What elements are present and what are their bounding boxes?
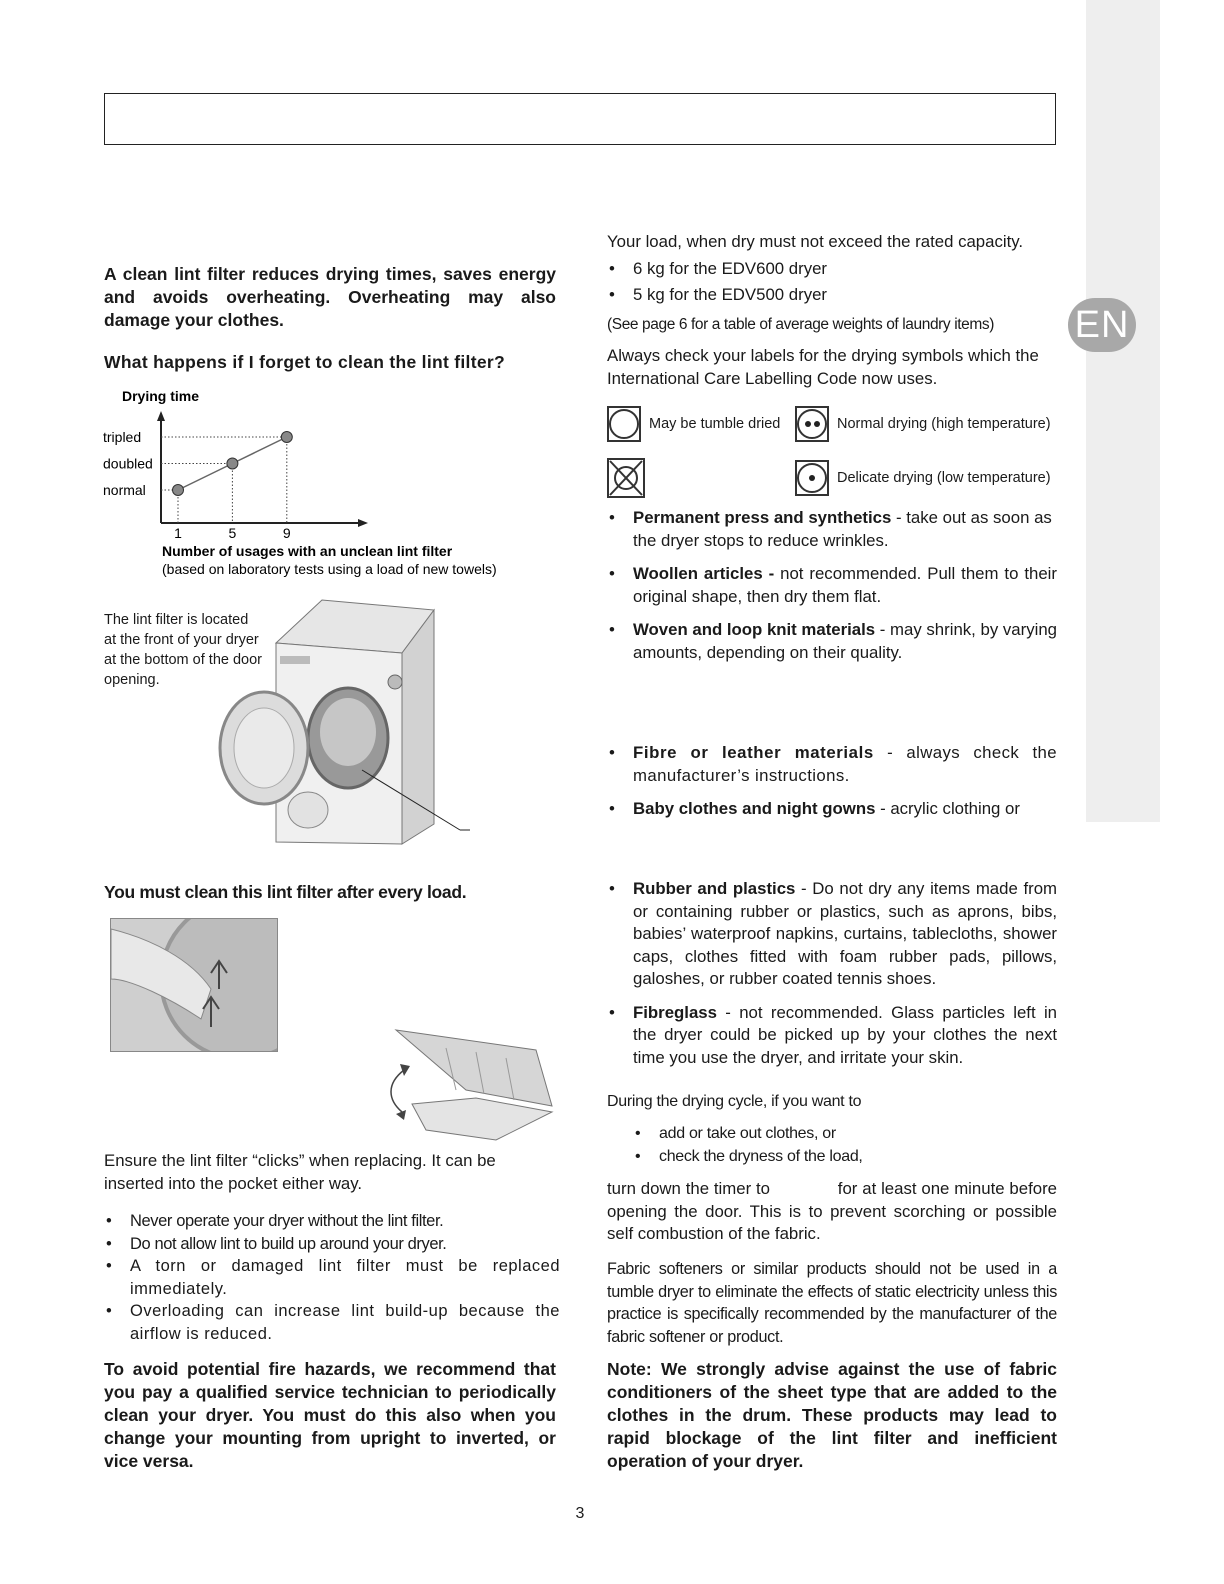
dryer-illustration xyxy=(212,598,482,858)
drum-inside xyxy=(320,698,376,766)
capacity-list xyxy=(607,258,1059,306)
y-axis-label: Drying time xyxy=(122,388,200,404)
vent-grille xyxy=(288,792,328,828)
tumble-dry-icon xyxy=(607,406,641,442)
door-glass xyxy=(234,708,294,788)
dryer-svg xyxy=(212,598,482,858)
list-item: • Baby clothes and night gowns - acrylic clothing or xyxy=(607,798,1057,821)
list-item: • Woven and loop knit materials - may shrink, by varying amounts, depending on their quality. xyxy=(607,619,1057,664)
data-point xyxy=(227,458,238,469)
ensure-click-text: Ensure the lint filter “clicks” when replacing. It can be inserted into the pocket either way. xyxy=(104,1151,496,1193)
side-strip xyxy=(1086,0,1160,822)
y-tick-label: doubled xyxy=(103,455,153,472)
see-page-note: (See page 6 for a table of average weights of laundry items) xyxy=(607,316,994,333)
timer-knob-icon xyxy=(388,675,402,689)
normal-heat-icon xyxy=(795,406,829,442)
filter-photo-svg xyxy=(111,919,277,1051)
filter-part-svg xyxy=(376,1020,560,1142)
symbol-label: Delicate drying (low temperature) xyxy=(837,470,1051,486)
turn-down-text: turn down the timer to for at least one minute before opening the door. This is to prevent scorching or possible self combustion of the fabric. xyxy=(607,1179,1062,1243)
list-item: • Rubber and plastics - Do not dry any items made from or containing rubber or plastics, such as aprons, bibs, babies’ waterproof napkins, curtains, tablecloths, shower caps, clothes fitted with foam rubber pads, pillows, galoshes, or rubber coated tennis shoes. xyxy=(607,878,1057,991)
x-axis-arrow xyxy=(358,519,368,527)
x-axis-label: Number of usages with an unclean lint filter xyxy=(162,543,453,559)
filter-upper xyxy=(396,1030,552,1106)
chart-svg xyxy=(100,385,580,585)
list-item: • Never operate your dryer without the lint filter. xyxy=(104,1210,560,1233)
cycle-list xyxy=(633,1122,1053,1168)
fabric-list-3 xyxy=(607,878,1057,1069)
list-item: • add or take out clothes, or xyxy=(633,1122,1053,1145)
labels-text: Always check your labels for the drying symbols which the International Care Labelling Code now uses. xyxy=(607,346,1039,388)
data-point xyxy=(281,432,292,443)
rotate-arrow-icon xyxy=(391,1070,404,1112)
symbol-delicate xyxy=(795,460,1051,496)
sheet-note: Note: We strongly advise against the use of fabric conditioners of the sheet type that are added to the clothes in the drum. These products may lead to rapid blockage of the lint filter and inefficient operation of your dryer. xyxy=(607,1359,1057,1471)
y-tick-label: tripled xyxy=(103,429,142,445)
fabric-list-1 xyxy=(607,507,1057,664)
filter-part-illustration xyxy=(376,1020,560,1142)
y-tick-label: normal xyxy=(103,482,146,498)
filter-removal-photo xyxy=(110,918,278,1052)
list-item: • Overloading can increase lint build-up because the airflow is reduced. xyxy=(104,1300,560,1345)
list-item: • 6 kg for the EDV600 dryer xyxy=(607,258,1059,284)
softeners-text: Fabric softeners or similar products should not be used in a tumble dryer to eliminate the effects of static electricity unless this practice is specifically recommended by the manufacturer of the fabric softener or product. xyxy=(607,1260,1057,1346)
symbol-normal xyxy=(795,406,1051,442)
symbol-label: May be tumble dried xyxy=(649,416,781,432)
list-item: • Woollen articles - not recommended. Pull them to their original shape, then dry them flat. xyxy=(607,563,1057,608)
clean-note: You must clean this lint filter after every load. xyxy=(104,882,467,902)
do-not-tumble-icon xyxy=(607,458,645,498)
dryer-badge xyxy=(280,656,310,664)
x-tick-label: 1 xyxy=(174,525,182,541)
fabric-list-2 xyxy=(607,742,1057,821)
language-tab: EN xyxy=(1068,298,1136,352)
x-axis-note: (based on laboratory tests using a load of new towels) xyxy=(162,561,497,577)
x-tick-label: 9 xyxy=(282,525,291,541)
section-title-box xyxy=(104,93,1056,145)
cycle-intro: During the drying cycle, if you want to xyxy=(607,1093,862,1110)
filter-bullet-list xyxy=(104,1210,560,1345)
list-item: • A torn or damaged lint filter must be replaced immediately. xyxy=(104,1255,560,1300)
low-heat-icon xyxy=(795,460,829,496)
fire-warning: To avoid potential fire hazards, we recommend that you pay a qualified service technician to periodically clean your dryer. You must do this also when you change your mounting from upright to inverted, or vice versa. xyxy=(104,1359,556,1471)
lead-paragraph: A clean lint filter reduces drying times, saves energy and avoids overheating. Overheating may also damage your clothes. xyxy=(104,264,556,330)
capacity-intro: Your load, when dry must not exceed the rated capacity. xyxy=(607,232,1024,251)
list-item: • Fibreglass - not recommended. Glass particles left in the dryer could be picked up by your clothes the next time you use the dryer, and irritate your skin. xyxy=(607,1002,1057,1070)
symbol-tumble xyxy=(607,406,780,442)
page-number: 3 xyxy=(575,1505,585,1522)
x-tick-label: 5 xyxy=(228,525,237,541)
drying-time-chart xyxy=(100,385,580,585)
list-item: • check the dryness of the load, xyxy=(633,1145,1053,1168)
list-item: • Do not allow lint to build up around your dryer. xyxy=(104,1233,560,1256)
filter-location-text: The lint filter is located at the front of your dryer at the bottom of the door opening. xyxy=(104,612,262,688)
list-item: • Fibre or leather materials - always check the manufacturer’s instructions. xyxy=(607,742,1057,787)
data-point xyxy=(173,485,184,496)
symbol-label: Normal drying (high temperature) xyxy=(837,416,1051,432)
symbol-no-tumble xyxy=(607,458,653,498)
question-heading: What happens if I forget to clean the lint filter? xyxy=(104,352,505,372)
list-item: • Permanent press and synthetics - take out as soon as the dryer stops to reduce wrinkles. xyxy=(607,507,1057,552)
list-item: • 5 kg for the EDV500 dryer xyxy=(607,284,1059,307)
filter-lower xyxy=(412,1098,552,1140)
